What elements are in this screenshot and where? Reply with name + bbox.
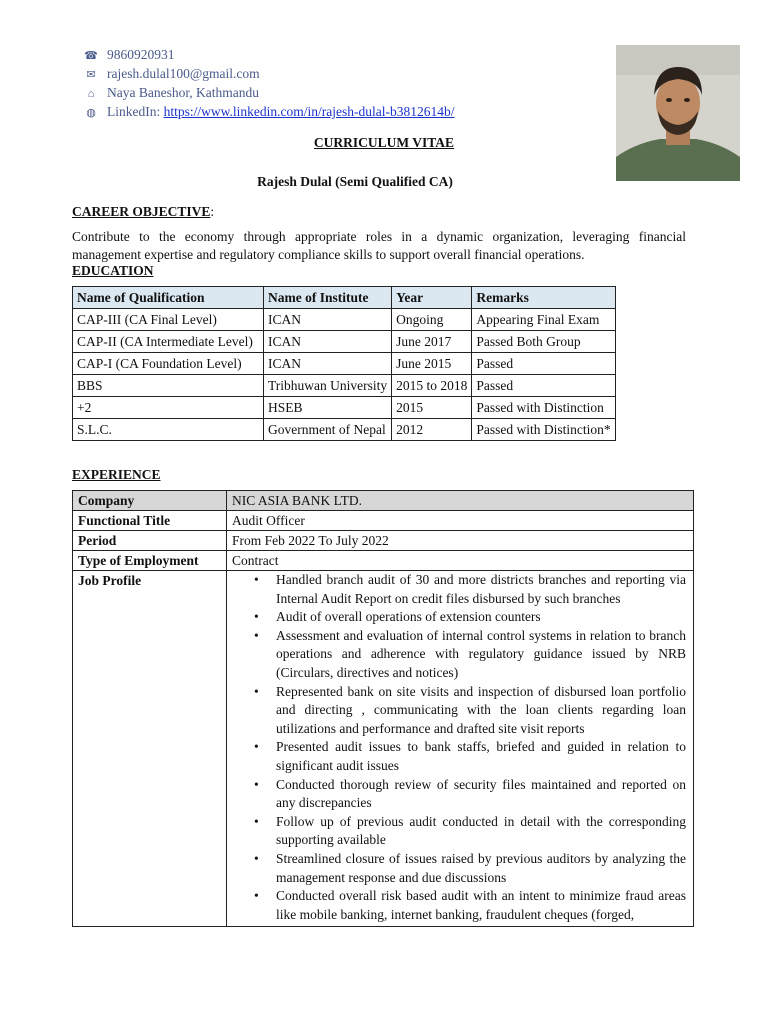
cell-qualification: BBS (73, 375, 264, 397)
table-row (73, 331, 616, 353)
label-functional-title: Functional Title (73, 511, 227, 531)
cell-qualification: +2 (73, 397, 264, 419)
cell-year: 2015 to 2018 (392, 375, 472, 397)
education-header-row (73, 287, 616, 309)
col-institute: Name of Institute (264, 287, 392, 309)
value-period: From Feb 2022 To July 2022 (227, 531, 694, 551)
label-employment-type: Type of Employment (73, 551, 227, 571)
cell-remarks: Passed Both Group (472, 331, 616, 353)
col-remarks: Remarks (472, 287, 616, 309)
phone-text: 9860920931 (107, 47, 175, 62)
contact-phone (84, 45, 454, 64)
linkedin-label: LinkedIn: (107, 104, 164, 119)
cell-institute: Tribhuwan University (264, 375, 392, 397)
cell-qualification: CAP-III (CA Final Level) (73, 309, 264, 331)
contact-block (84, 45, 454, 121)
cell-year: 2015 (392, 397, 472, 419)
col-year: Year (392, 287, 472, 309)
cell-qualification: CAP-II (CA Intermediate Level) (73, 331, 264, 353)
table-row (73, 309, 616, 331)
list-item: • Represented bank on site visits and inspection of disbursed loan portfolio and directing , communicating with the loan clients regarding loan utilizations and performance and drafted site visit reports (276, 683, 688, 739)
objective-heading-row (72, 204, 214, 220)
cell-institute: HSEB (264, 397, 392, 419)
cell-institute: ICAN (264, 309, 392, 331)
profile-photo (616, 45, 740, 181)
job-profile-list (232, 571, 688, 924)
cell-qualification: S.L.C. (73, 419, 264, 441)
exp-row-profile (73, 571, 694, 927)
cell-institute: ICAN (264, 353, 392, 375)
table-row (73, 397, 616, 419)
label-company: Company (73, 491, 227, 511)
label-period: Period (73, 531, 227, 551)
table-row (73, 375, 616, 397)
cell-year: Ongoing (392, 309, 472, 331)
list-item: • Conducted thorough review of security files maintained and reported on any discrepancies (276, 776, 688, 813)
exp-row-period (73, 531, 694, 551)
objective-colon: : (210, 204, 215, 219)
exp-row-company (73, 491, 694, 511)
experience-table (72, 490, 694, 927)
objective-text: Contribute to the economy through appropriate roles in a dynamic organization, leveraging financial management expertise and regulatory compliance skills to support overall financial operations. (72, 229, 686, 262)
list-item: • Streamlined closure of issues raised by previous auditors by analyzing the management response and due discussions (276, 850, 688, 887)
list-item: • Assessment and evaluation of internal control systems in relation to branch operations and adherence with regulatory guidance issued by NRB (Circulars, directives and notices) (276, 627, 688, 683)
contact-linkedin (84, 102, 454, 121)
email-text: rajesh.dulal100@gmail.com (107, 66, 260, 81)
cell-remarks: Passed (472, 375, 616, 397)
candidate-name: Rajesh Dulal (Semi Qualified CA) (257, 174, 453, 189)
cell-remarks: Passed with Distinction (472, 397, 616, 419)
location-icon: ⌂ (87, 88, 95, 100)
cell-institute: ICAN (264, 331, 392, 353)
col-qualification: Name of Qualification (73, 287, 264, 309)
label-job-profile: Job Profile (73, 571, 227, 927)
list-item: • Conducted overall risk based audit with an intent to minimize fraud areas like mobile banking, internet banking, fraudulent cheques (forged, (276, 887, 688, 924)
phone-icon: ☎ (84, 50, 98, 62)
list-item: • Handled branch audit of 30 and more districts branches and reporting via Internal Audit Report on credit files disbursed by such branches (276, 571, 688, 608)
email-icon: ✉ (86, 69, 96, 81)
contact-email (84, 64, 454, 83)
linkedin-link[interactable]: https://www.linkedin.com/in/rajesh-dulal-b3812614b/ (163, 104, 455, 119)
value-company: NIC ASIA BANK LTD. (227, 491, 694, 511)
value-job-profile (227, 571, 694, 927)
table-row (73, 419, 616, 441)
address-text: Naya Baneshor, Kathmandu (107, 85, 260, 100)
list-item: • Follow up of previous audit conducted in detail with the corresponding supporting available (276, 813, 688, 850)
cell-remarks: Passed (472, 353, 616, 375)
cell-year: June 2017 (392, 331, 472, 353)
education-heading: EDUCATION (72, 263, 154, 278)
cell-year: June 2015 (392, 353, 472, 375)
globe-icon: ◍ (86, 107, 96, 119)
value-employment-type: Contract (227, 551, 694, 571)
experience-heading: EXPERIENCE (72, 467, 161, 482)
cell-year: 2012 (392, 419, 472, 441)
value-functional-title: Audit Officer (227, 511, 694, 531)
page-title: CURRICULUM VITAE (313, 135, 455, 150)
contact-address (84, 83, 454, 102)
list-item: • Presented audit issues to bank staffs, briefed and guided in relation to significant audit issues (276, 738, 688, 775)
list-item: • Audit of overall operations of extension counters (276, 608, 688, 627)
exp-row-type (73, 551, 694, 571)
table-row (73, 353, 616, 375)
cell-institute: Government of Nepal (264, 419, 392, 441)
cell-remarks: Appearing Final Exam (472, 309, 616, 331)
exp-row-title (73, 511, 694, 531)
objective-heading: CAREER OBJECTIVE (72, 204, 211, 219)
education-table (72, 286, 616, 441)
cell-qualification: CAP-I (CA Foundation Level) (73, 353, 264, 375)
cell-remarks: Passed with Distinction* (472, 419, 616, 441)
